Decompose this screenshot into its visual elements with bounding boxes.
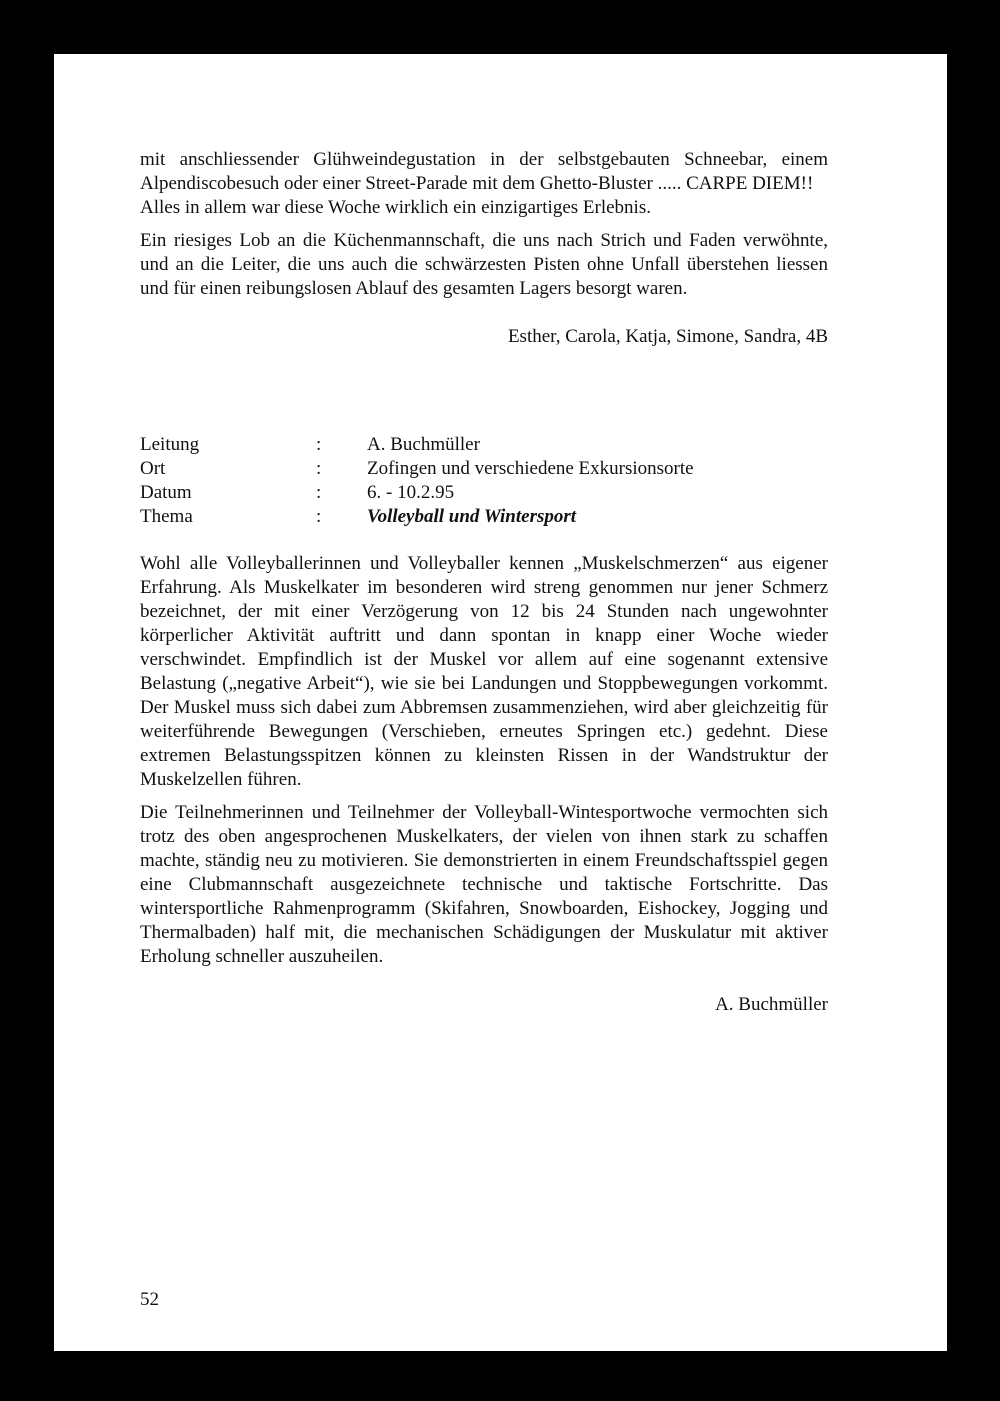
info-label: Thema	[140, 506, 193, 527]
body-paragraph-muscle-soreness: Wohl alle Volleyballerinnen und Volleyballer kennen „Muskelschmerzen“ aus eigener Erfahrung. Als Muskelkater im besonderen wird streng genommen nur jener Schmerz bezeichnet, der mit einer Verzögerung von 12 bis 24 Stunden nach ungewohnter körperlicher Aktivität auftritt und dann spontan in knapp einer Woche wieder verschwindet. Empfindlich ist der Muskel vor allem auf eine sogenannt extensive Belastung („negative Arbeit“), wie sie bei Landungen und Stoppbewegungen vorkommt. Der Muskel muss sich dabei zum Abbremsen zusammenziehen, wird aber gleichzeitig für weiterführende Bewegungen (Verschieben, erneutes Springen etc.) gedehnt. Diese extremen Belastungsspitzen können zu kleinsten Rissen in der Wandstruktur der Muskelzellen führen.	[140, 553, 828, 790]
info-label: Leitung	[140, 434, 200, 455]
course-info-table	[140, 433, 694, 529]
info-row-datum	[140, 481, 694, 505]
info-row-leitung	[140, 433, 694, 457]
info-row-thema	[140, 505, 694, 529]
intro-paragraph: mit anschliessender Glühweindegustation in der selbstgebauten Schneebar, einem Alpendiscobesuch oder einer Street-Parade mit dem Ghetto-Bluster ..... CARPE DIEM!!	[140, 149, 828, 194]
praise-paragraph: Ein riesiges Lob an die Küchenmannschaft, die uns nach Strich und Faden verwöhnte, und an die Leiter, die uns auch die schwärzesten Pisten ohne Unfall überstehen liessen und für einen reibungslosen Ablauf des gesamten Lagers besorgt waren.	[140, 230, 828, 299]
document-page	[54, 54, 947, 1351]
page-content	[140, 148, 828, 1017]
info-value: Zofingen und verschiedene Exkursionsorte	[367, 458, 694, 479]
info-separator: :	[316, 506, 322, 527]
intro-closing-line: Alles in allem war diese Woche wirklich ein einzigartiges Erlebnis.	[140, 197, 651, 218]
info-label: Datum	[140, 482, 192, 503]
info-value-theme: Volleyball und Wintersport	[367, 506, 577, 527]
info-separator: :	[316, 482, 322, 503]
page-number: 52	[140, 1289, 159, 1310]
info-separator: :	[316, 434, 322, 455]
body-paragraph-participants: Die Teilnehmerinnen und Teilnehmer der Volleyball-Wintesportwoche vermochten sich trotz des oben angesprochenen Muskelkaters, der vielen von ihnen stark zu schaffen machte, ständig neu zu motivieren. Sie demonstrierten in einem Freundschaftsspiel gegen eine Clubmannschaft ausgezeichnete technische und taktische Fortschritte. Das wintersportliche Rahmenprogramm (Skifahren, Snowboarden, Eishockey, Jogging und Thermalbaden) half mit, die mechanischen Schädigungen der Muskulatur mit aktiver Erholung schneller auszuheilen.	[140, 802, 828, 967]
info-separator: :	[316, 458, 322, 479]
info-value: 6. - 10.2.95	[367, 482, 455, 503]
info-label: Ort	[140, 458, 166, 479]
author-signature: A. Buchmüller	[715, 994, 828, 1015]
info-row-ort	[140, 457, 694, 481]
info-value: A. Buchmüller	[367, 434, 480, 455]
report-signature: Esther, Carola, Katja, Simone, Sandra, 4B	[507, 326, 828, 347]
